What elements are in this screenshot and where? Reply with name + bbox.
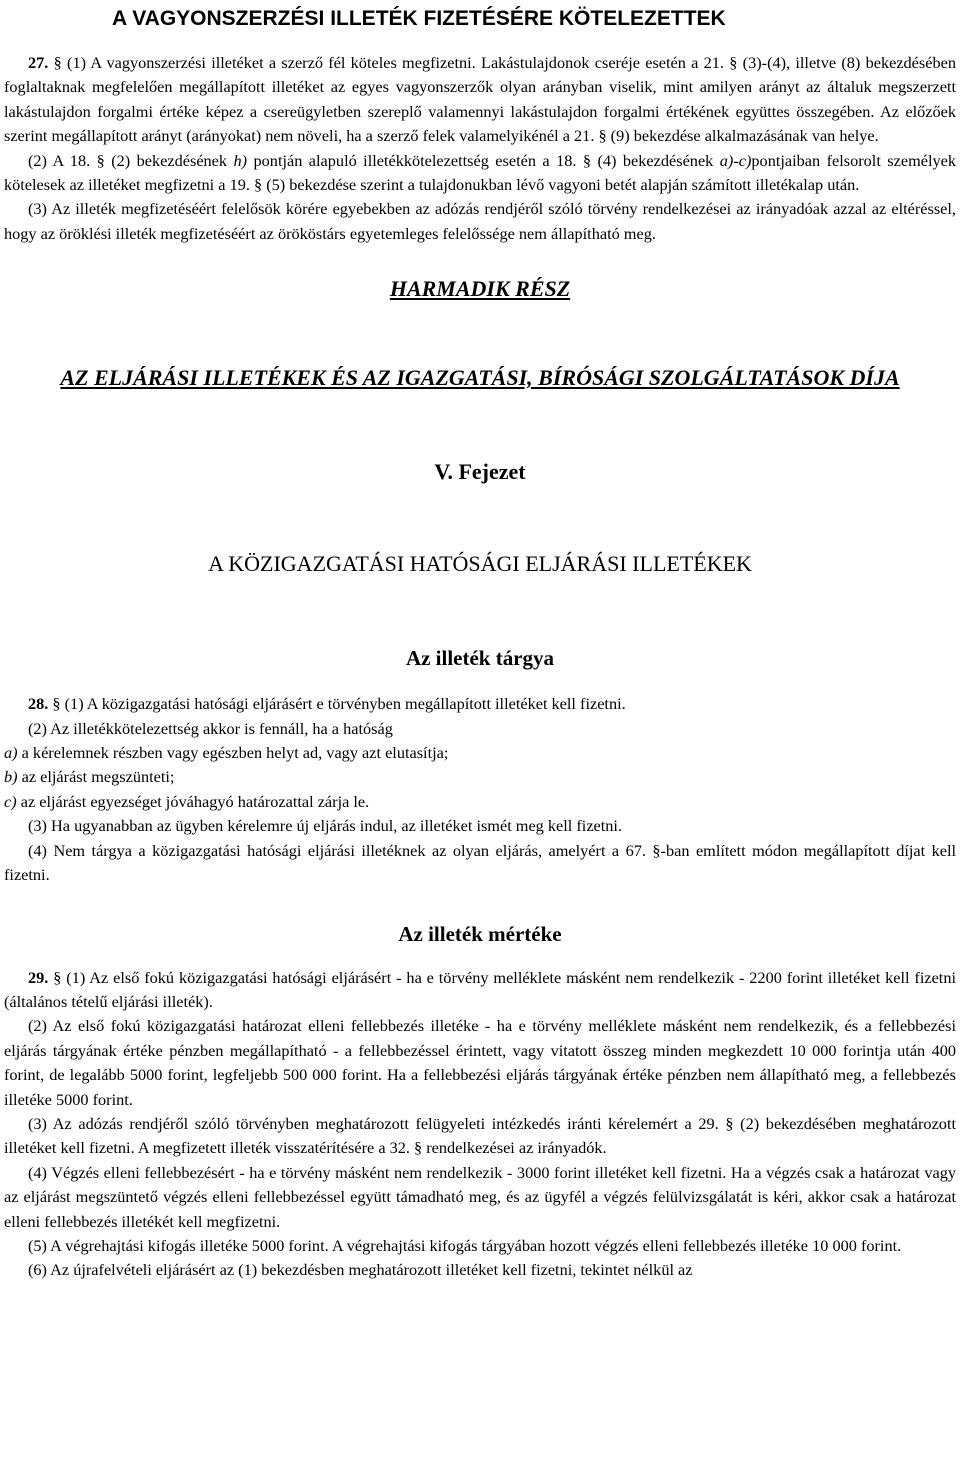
- list-text-b: az eljárást megszünteti;: [17, 767, 175, 787]
- paragraph-27-2-text-c: pontján alapuló illetékkötelezettség esetén a 18. § (4) bekezdésének: [247, 150, 720, 170]
- paragraph-27-2-text-e: pontjaiban felsorolt személyek kötelesek az illetéket megfizetni a 19. § (5) bekezdése szerint a tulajdonukban lévő vagyoni betét alapján számított illetékalap után.: [4, 150, 956, 195]
- paragraph-28-2-c: [4, 790, 956, 814]
- paragraph-28-4: (4) Nem tárgya a közigazgatási hatósági eljárási illetéknek az olyan eljárás, amelyért a 67. §-ban említett módon megállapított díjat kell fizetni.: [4, 840, 956, 885]
- paragraph-27-2-italic-b: h): [233, 150, 248, 170]
- paragraph-29-4: (4) Végzés elleni fellebbezésért - ha e törvény másként nem rendelkezik - 3000 forint illetéket kell fizetni. Ha a végzés csak a határozat vagy az eljárást megszüntető végzés elleni fellebbezéssel együtt támadható meg, és az ügyfél a végzés felülvizsgálatát is kéri, akkor csak a határozat elleni fellebbezés illetékét kell megfizetni.: [4, 1162, 956, 1231]
- list-text-a: a kérelemnek részben vagy egészben helyt ad, vagy azt elutasítja;: [17, 743, 449, 763]
- section-number-27: 27.: [28, 53, 49, 72]
- part-subtitle: AZ ELJÁRÁSI ILLETÉKEK ÉS AZ IGAZGATÁSI, BÍRÓSÁGI SZOLGÁLTATÁSOK DÍJA: [60, 365, 900, 391]
- paragraph-27-1: [4, 51, 956, 149]
- paragraph-27-2-text-a: (2) A 18. § (2) bekezdésének: [28, 150, 234, 170]
- part-title: HARMADIK RÉSZ: [389, 276, 571, 302]
- section-number-28: 28.: [28, 694, 49, 714]
- paragraph-28-2-b: [4, 765, 956, 789]
- list-text-c: az eljárást egyezséget jóváhagyó határozattal zárja le.: [16, 791, 370, 811]
- paragraph-28-1: [4, 692, 956, 716]
- paragraph-29-5: (5) A végrehajtási kifogás illetéke 5000 forint. A végrehajtási kifogás tárgyában hozott végzés elleni fellebbezés illetéke 10 000 forint.: [28, 1235, 902, 1255]
- paragraph-29-1-text: § (1) Az első fokú közigazgatási hatósági eljárásért - ha e törvény melléklete másként nem rendelkezik - 2200 forint illetéket kell fizetni (általános tételű eljárási illeték).: [4, 967, 956, 1011]
- section-number-29: 29.: [28, 967, 49, 987]
- paragraph-28-3: (3) Ha ugyanabban az ügyben kérelemre új eljárás indul, az illetéket ismét meg kell fizetni.: [28, 816, 623, 836]
- list-label-a: a): [4, 743, 18, 763]
- chapter-number: V. Fejezet: [434, 459, 526, 485]
- section-title-illetek-merteke: Az illeték mértéke: [398, 921, 562, 946]
- paragraph-27-1-text: § (1) A vagyonszerzési illetéket a szerző fél köteles megfizetni. Lakástulajdonok cseréje esetén a 21. § (3)-(4), illetve (8) bekezdésében foglaltaknak megfelelően megállapított illetéket az egyes vagyonszerzők olyan arányban viselik, mint amilyen arányt az általuk megszerzett lakástulajdon forgalmi értéke képez a csereügyletben szereplő valamennyi lakástulajdon forgalmi értékének együttes összegében. Az előzőek szerint megállapított arányt (arányokat) nem növeli, ha a szerző felek valamelyikénél a 21. § (9) bekezdése alkalmazásának van helye.: [4, 53, 956, 146]
- paragraph-29-1: [4, 966, 956, 1015]
- paragraph-28-2-a: [4, 741, 956, 765]
- list-label-b: b): [4, 767, 18, 787]
- paragraph-28-2: (2) Az illetékkötelezettség akkor is fennáll, ha a hatóság: [28, 718, 393, 738]
- paragraph-27-2: [4, 149, 956, 198]
- list-label-c: c): [4, 791, 17, 811]
- chapter-title: A KÖZIGAZGATÁSI HATÓSÁGI ELJÁRÁSI ILLETÉKEK: [208, 551, 752, 577]
- section-title-illetek-targya: Az illeték tárgya: [405, 646, 555, 671]
- section-heading: A VAGYONSZERZÉSI ILLETÉK FIZETÉSÉRE KÖTELEZETTEK: [112, 7, 726, 30]
- paragraph-27-2-italic-d: a)-c): [719, 150, 752, 170]
- paragraph-29-6: (6) Az újrafelvételi eljárásért az (1) bekezdésben meghatározott illetéket kell fizetni, tekintet nélkül az: [28, 1260, 693, 1280]
- paragraph-27-3: (3) Az illeték megfizetéséért felelősök körére egyebekben az adózás rendjéről szóló törvény rendelkezései az irányadóak azzal az eltéréssel, hogy az öröklési illeték megfizetéséért az örököstárs egyetemleges felelőssége nem állapítható meg.: [4, 199, 956, 243]
- paragraph-29-3: (3) Az adózás rendjéről szóló törvényben meghatározott felügyeleti intézkedés iránti kérelemért a 29. § (2) bekezdésében meghatározott illetéket kell fizetni. A megfizetett illeték visszatérítésére a 32. § rendelkezései az irányadók.: [4, 1113, 956, 1158]
- paragraph-28-1-text: § (1) A közigazgatási hatósági eljárásért e törvényben megállapított illetéket kell fizetni.: [48, 694, 626, 714]
- paragraph-29-2: (2) Az első fokú közigazgatási határozat elleni fellebbezés illetéke - ha e törvény melléklete másként nem rendelkezik, és a fellebbezési eljárás tárgyának értéke pénzben megállapítható - a fellebbezéssel érintett, vagy vitatott összeg minden megkezdett 10 000 forintja után 400 forint, de legalább 5000 forint, legfeljebb 500 000 forint. Ha a fellebbezési eljárás tárgyának értéke pénzben nem állapítható meg, a fellebbezés illetéke 5000 forint.: [4, 1016, 956, 1109]
